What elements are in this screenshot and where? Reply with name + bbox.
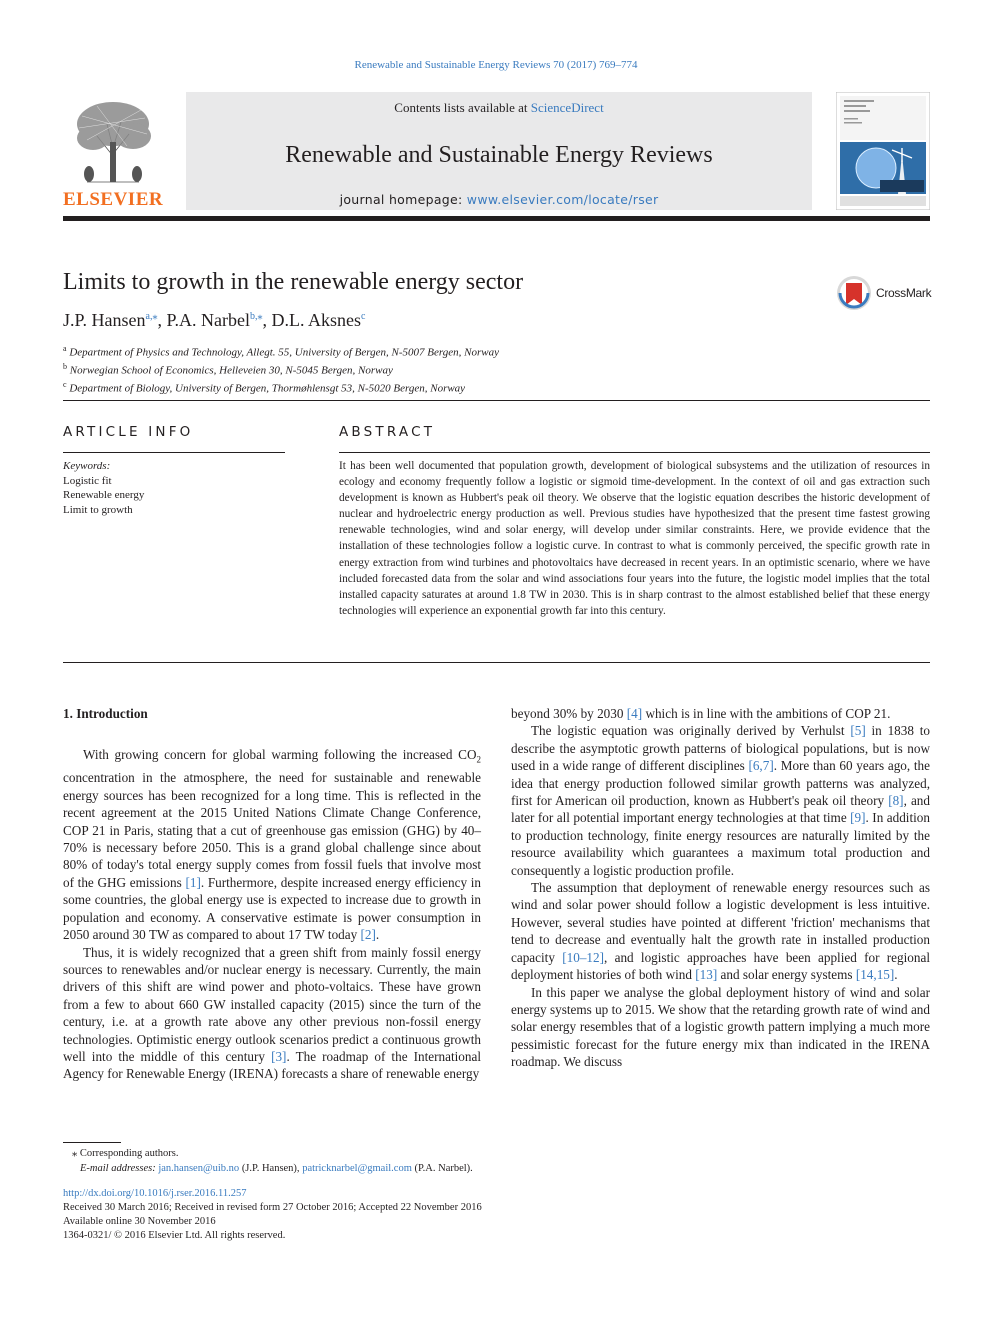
divider [63,452,285,453]
received-dates: Received 30 March 2016; Received in revised form 27 October 2016; Accepted 22 November 2016 [63,1202,482,1213]
author-affiliation-mark[interactable]: a,⁎ [145,311,158,322]
affiliation: $^b$ Norwegian School of Economics, Helleveien 30, N-5045 Bergen, Norway [63,362,393,377]
paragraph: Thus, it is widely recognized that a green shift from mainly fossil energy sources to renewables and/or nuclear energy is necessary. Currently, the main drivers of this shift are wind power and photo-voltaics. These have grown from a few to about 660 GW installed capacity (2015) since the turn of the century, i.e. at a growth rate above any other previous non-fossil energy technologies. Optimistic energy outlook scenarios predict a continuous growth well into the middle of this century [3]. The roadmap of the International Agency for Renewable Energy (IRENA) forecasts a share of renewable energy [63,944,481,1082]
email-line: E-mail addresses: jan.hansen@uib.no (J.P. Hansen), patricknarbel@gmail.com (P.A. Narbel). [80,1163,473,1174]
abstract-text: It has been well documented that population growth, development of biological subsystems and the utilization of resources in ecology and economy frequently follow a logistic or sigmoid time-development. In the context of oil and gas extraction such development is known as Hubbert's peak oil theory. We observe that the logistic equation describes the historic development of nuclear and hydroelectric energy production as well. Previous studies have hypothesized that the present time fastest growing renewable technologies, wind and solar energy, will develop under similar constraints. Here, we provide evidence that the installation of these technologies follow a logistic curve. In contrast to what is commonly perceived, the specific growth rate in energy extraction from wind turbines and photovoltaics have decreased in recent years. In an optimistic scenario, where we have included forecasted data from the solar and wind associations four years into the future, the logistic model implies that the total installed capacity saturates at around 1.8 TW in 2030. This is in sharp contrast to the almost established belief that these energy technologies will experience an exponential growth far into this century. [339,460,930,617]
paragraph: The assumption that deployment of renewable energy resources such as wind and solar power should follow a logistic development is less intuitive. However, several studies have pointed at different 'friction' mechanisms that tend to decrease and eventually halt the growth rate in installed production capacity [10–12], and logistic approaches have been applied for regional deployment histories of both wind [13] and solar energy systems [14,15]. [511,880,930,983]
email-link[interactable]: patricknarbel@gmail.com [302,1163,412,1174]
article-title: Limits to growth in the renewable energy sector [63,269,524,295]
affiliation: $^c$ Department of Biology, University of Bergen, Thormøhlensgt 53, N-5020 Bergen, Norway [63,380,466,395]
journal-citation[interactable]: Renewable and Sustainable Energy Reviews 70 (2017) 769–774 [354,59,638,71]
paragraph: In this paper we analyse the global deployment history of wind and solar energy systems up to 2015. We show that the retarding growth rate of wind and solar energy resembles that of a logistic growth pattern implying a much more pessimistic forecast for the future energy mix than indicated in the IRENA roadmap. We discuss [511,984,930,1070]
crossmark-icon [836,275,872,311]
copyright: 1364-0321/ © 2016 Elsevier Ltd. All rights reserved. [63,1230,286,1241]
footnote [72,1146,473,1176]
article-info-heading: ARTICLE INFO [63,424,194,440]
citation-link[interactable]: [14,15] [855,967,895,983]
body-column-right [511,705,930,1071]
keyword: Limit to growth [63,503,133,516]
available-online: Available online 30 November 2016 [63,1216,216,1227]
email-link[interactable]: jan.hansen@uib.no [158,1163,240,1174]
corresponding-note: ⁎ Corresponding authors. [72,1148,179,1159]
elsevier-wordmark: ELSEVIER [63,189,164,210]
affiliation: $^a$ Department of Physics and Technology, Allegt. 55, University of Bergen, N-5007 Bergen, Norway [63,344,499,359]
keywords [63,459,144,517]
citation-link[interactable]: [4] [626,706,643,721]
citation-link[interactable]: [9] [850,810,866,826]
doi-link[interactable]: http://dx.doi.org/10.1016/j.rser.2016.11.257 [63,1188,247,1199]
author-name[interactable]: P.A. Narbel [166,310,250,330]
author-name[interactable]: J.P. Hansen [63,310,146,330]
citation-link[interactable]: [6,7] [748,758,774,774]
divider [63,662,930,663]
citation-link[interactable]: [10–12] [562,949,604,965]
divider [339,452,930,453]
header-rule [63,216,930,221]
citation-link[interactable]: [13] [695,967,718,983]
contents-line: Contents lists available at ScienceDirect [394,100,604,115]
journal-cover-image[interactable] [836,92,930,210]
affiliations [63,342,499,396]
body-column-left [63,705,481,1083]
divider [63,400,930,401]
keyword: Renewable energy [63,489,145,501]
section-heading: 1. Introduction [63,706,148,721]
crossmark-label: CrossMark [876,286,932,300]
citation-link[interactable]: [1] [185,874,201,890]
crossmark-badge[interactable] [836,275,936,311]
citation-link[interactable]: [3] [271,1048,287,1064]
sciencedirect-link[interactable]: ScienceDirect [530,100,604,115]
citation-link[interactable]: [8] [888,793,904,809]
author-list: J.P. Hansen$^{a,⁎}$, P.A. Narbel$^{b,⁎}$, D.L. Aksnes$^c$ [63,310,366,330]
homepage-link[interactable]: www.elsevier.com/locate/rser [466,192,659,207]
elsevier-tree-icon [67,96,159,186]
paragraph: With growing concern for global warming following the increased $CO_2$ concentration in the atmosphere, the need for sustainable and renewable energy sources has been recognized for a long time. This is reflected in the recent agreement at the 2015 United Nations Climate Change Conference, COP 21 in Paris, stating that a cut of greenhouse gas emission (GHG) by 40–70% is necessary before 2050. This is a grand global challenge since about 80% of today's total energy supply comes from fossil fuels that involve most of the GHG emissions [1]. Furthermore, despite increased energy efficiency in some countries, the global energy use is expected to increase due to growth in population and economy. A conservative estimate is power consumption in 2050 around 30 TW as compared to about 17 TW today [2]. [63,747,481,943]
author-affiliation-mark[interactable]: c [360,311,366,322]
journal-name: Renewable and Sustainable Energy Reviews [285,142,713,168]
citation-link[interactable]: [5] [850,723,866,739]
abstract-heading: ABSTRACT [339,424,436,440]
footnote-rule [63,1142,121,1143]
article-footer [63,1187,482,1243]
journal-homepage: journal homepage: www.elsevier.com/locate/rser [339,192,659,207]
paragraph: beyond 30% by 2030 [4] which is in line with the ambitions of COP 21. [511,706,891,721]
keywords-label: Keywords: [63,460,111,472]
keyword: Logistic fit [63,474,112,487]
citation-link[interactable]: [2] [360,927,376,943]
paragraph: The logistic equation was originally derived by Verhulst [5] in 1838 to describe the asymptotic growth patterns of biological populations, but is now used in a wide range of different disciplines [6,7]. More than 60 years ago, the idea that energy production followed similar growth patterns was analyzed, first for American oil production, known as Hubbert's peak oil theory [8], and later for all potential important energy technologies at that time [9]. In addition to production technology, finite energy resources are naturally limited by the resource availability which guarantees a maximum total production and consequently a logistic production profile. [511,723,930,878]
journal-header [186,92,812,210]
author-affiliation-mark[interactable]: b,⁎ [249,311,263,322]
author-name[interactable]: D.L. Aksnes [271,310,361,330]
elsevier-logo [63,92,163,212]
